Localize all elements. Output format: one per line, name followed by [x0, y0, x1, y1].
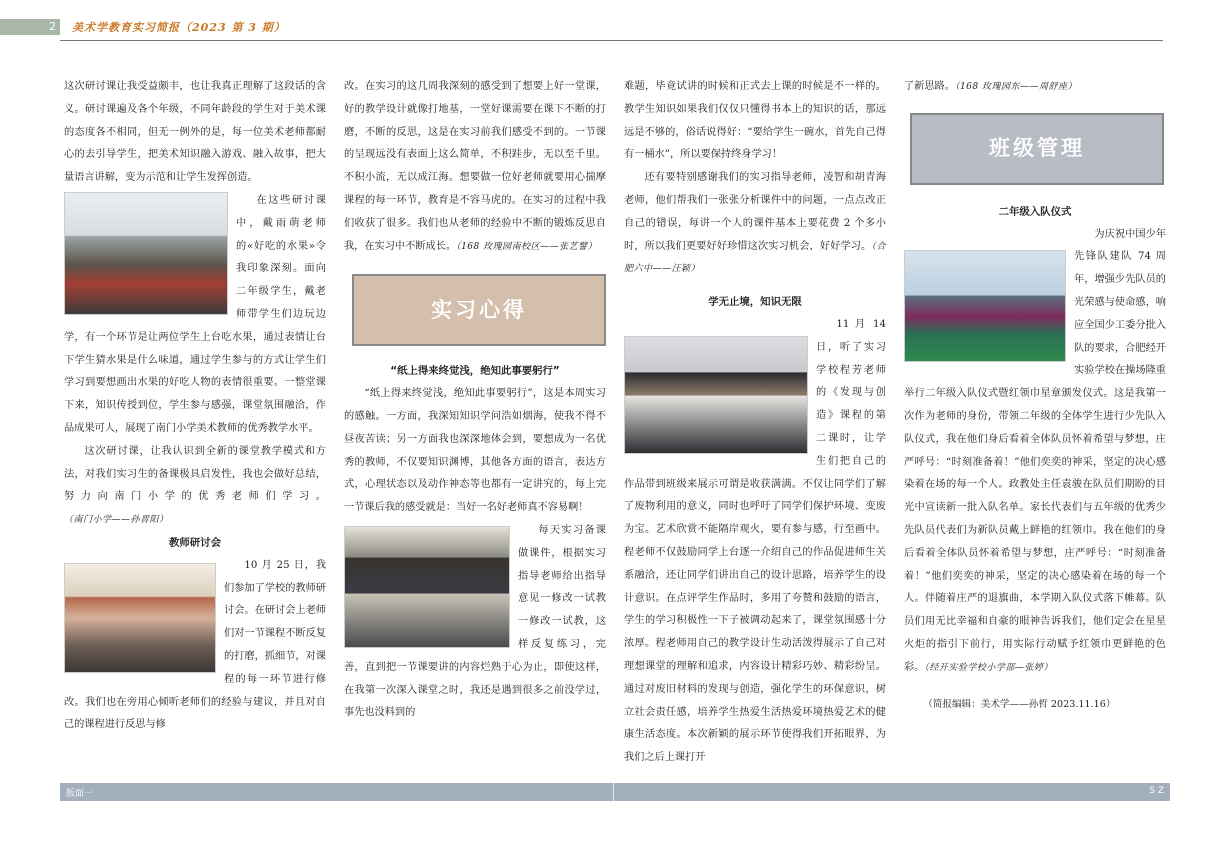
header-rule [60, 40, 1163, 41]
author-signature: （168 玫瑰园东——周舒座） [954, 82, 1077, 92]
paragraph: 难题，毕竟试讲的时候和正式去上课的时候是不一样的。教学生知识如果我们仅仅只懂得书本上的知识的话，那远远是不够的，俗话说得好：“要给学生一碗水，首先自己得有一桶水”，所以要保持终身学习！ [624, 81, 886, 161]
classroom-photo [64, 192, 228, 315]
author-signature: （168 玫瑰园南校区——张艺譬） [456, 241, 598, 252]
paragraph: “纸上得来终觉浅，绝知此事要躬行”，这是本周实习的感触。一方面，我深知知识学问浩如烟海，使我不得不昼夜苦读；另一方面我也深深地体会到，要想成为一名优秀的教师，不仅要知识渊博，其他各方面的语言，表达方式，心理状态以及动作神态等也都有一定讲究的，每上完一节课后我的感受就是：当好一名好老师真不容易啊！ [344, 388, 606, 514]
section-heading: 二年级入队仪式 [998, 205, 1072, 218]
paragraph-text: 这次研讨课，让我认识到全新的课堂教学模式和方法，对我们实习生的备课极具启发性，我也会做好总结，努力向南门小学的优秀老师们学习。 [64, 445, 326, 503]
newsletter-title: 美术学教育实习简报（2023 第 3 期） [72, 21, 286, 34]
paragraph-text: 改。在实习的这几周我深刻的感受到了想要上好一堂课，好的教学设计就像打地基，一堂好课需要在课下不断的打磨，不断的反思，这是在实习前我们感受不到的。一节课的呈现远没有表面上这么简单，不积跬步，无以至千里。不积小流，无以成江海。想要做一位好老师就要用心揣摩课程的每一环节，教育是不容马虎的。在实习的过程中我们收获了很多。我们也从老师的经验中不断的锻炼反思自我，在实习中不断成长。 [344, 81, 606, 252]
paragraph [64, 441, 326, 532]
paragraph-text: 还有要特别感谢我们的实习指导老师，凌智和胡青海老师，他们帮我们一张张分析课件中的问题，一点点改正自己的错误，每讲一个人的课件基本上要花费 2 个多小时，所以我们更要好好珍惜这次实习机会，好好学习。 [624, 172, 886, 252]
seminar-photo [64, 563, 216, 673]
paragraph [344, 76, 606, 258]
paragraph [904, 76, 1166, 99]
paragraph: 这次研讨课让我受益颇丰，也让我真正理解了这段话的含义。研讨课遍及各个年级，不同年龄段的学生对于美术课的态度各不相同，但无一例外的是，每一位美术老师都耐心的去引导学生，把美术知识融入游戏、融入故事，把大量语言讲解，变为示范和让学生发挥创造。 [64, 81, 326, 184]
paragraph: 在这些研讨课中，戴雨萌老师的«好吃的水果»令我印象深刻。面向二年级学生，戴老师带学生们边玩边学，有一个环节是让两位学生上台吃水果，通过表情让台下学生猜水果是什么味道，通过学生参与的方式让学生们学习到要想画出水果的好吃人物的表情很重要。一整堂课下来，知识传授到位，学生参与感强，课堂氛围融洽，作品成果可人，展现了南门小学美术教师的优秀教学水平。 [64, 194, 326, 434]
ceremony-photo [904, 250, 1066, 362]
lesson-photo [344, 526, 510, 648]
column-1 [64, 76, 326, 737]
column-4 [904, 76, 1166, 716]
paragraph-text: 了新思路。 [904, 81, 955, 92]
section-heading: 学无止境，知识无限 [708, 296, 802, 309]
author-signature: （南门小学——孙晋阳） [64, 515, 169, 526]
column-2 [344, 76, 606, 725]
footer-mark: S Z [1149, 786, 1164, 796]
paragraph [624, 167, 886, 281]
section-banner: 班级管理 [910, 113, 1164, 185]
author-signature: （合肥六中——汪颖） [624, 241, 886, 275]
column-3 [624, 76, 886, 770]
paragraph: 每天实习备课做课件，根据实习指导老师给出指导意见一修改一试教一修改一试教，这样反复练习，完善，直到把一节课要讲的内容烂熟于心为止，即使这样，在我第一次深入课堂之时，我还是遇到很多之前没学过，事先也没料到的 [344, 524, 606, 719]
paragraph: 10 月 25 日，我们参加了学校的教师研讨会。在研讨会上老师们对一节课程不断反复的打磨，抓细节，对课程的每一环节进行修改。我们也在旁用心倾听老师们的经验与建议，并且对自己的课程进行反思与修 [64, 559, 326, 731]
page-number: 2 [0, 19, 60, 35]
section-banner: 实习心得 [352, 274, 606, 346]
author-signature: （经开实验学校小学部—张婷） [924, 662, 1053, 673]
paragraph-text: 为庆祝中国少年先锋队建队 74 周年，增强少先队员的光荣感与使命感，响应全国少工委分批入队的要求，合肥经开实验学校在操场隆重举行二年级入队仪式暨红领巾星章颁发仪式。这是我第一次作为老师的身份，带领二年级的全体学生进行少先队入队仪式，我在他们身后看着全体队员怀着希望与梦想，庄严呼号：“时刻准备着！”他们奕奕的神采，坚定的决心感染着在场的每一个人。政教处主任袁骏在队员们期盼的目光中宣读新一批入队名单。家长代表们与五年级的优秀少先队员代表们为新队员戴上鲜艳的红领巾。我在他们的身后看着全体队员怀着希望与梦想，庄严呼号：“时刻准备着！”他们奕奕的神采，坚定的决心感染着在场的每一个人。伴随着庄严的退旗曲，本学期入队仪式落下帷幕。队员们用无比幸福和自豪的眼神告诉我们，他们定会在星星火炬的指引下前行，用实际行动赋予红领巾更鲜艳的色彩。 [904, 228, 1166, 673]
paragraph: 11 月 14 日，听了实习学校程芳老师的《发现与创造》课程的第二课时，让学生们把自己的作品带到班级来展示可谓是收获满满。不仅让同学们了解了废物利用的意义，同时也呼吁了同学们保护环境、变废为宝。艺术欣赏不能隔岸观火，要有参与感，行至画中。程老师不仅鼓励同学上台逐一介绍自己的作品促进师生关系融洽，还让同学们讲出自己的设计思路，培养学生的设计意识。在点评学生作品时，多用了夸赞和鼓励的语言，学生的学习积极性一下子被调动起来了，课堂氛围感十分浓厚。程老师用自己的教学设计生动活泼得展示了自己对理想课堂的理解和追求，内容设计精彩巧妙、精彩纷呈。通过对废旧材料的发现与创造，强化学生的环保意识，树立社会责任感，培养学生热爱生活热爱环境热爱艺术的健康生活态度。本次新颖的展示环节使得我们开拓眼界，为我们之后上课打开 [624, 318, 886, 764]
exhibition-photo [624, 336, 808, 454]
section-heading: “纸上得来终觉浅，绝知此事要躬行” [390, 365, 560, 378]
section-heading: 教师研讨会 [169, 536, 221, 549]
footer-bar [60, 783, 1170, 801]
footer-divider [613, 783, 614, 801]
editor-credit: （简报编辑：美术学——孙哲 2023.11.16） [923, 698, 1116, 710]
footer-section-label: 版面一 [66, 789, 94, 799]
